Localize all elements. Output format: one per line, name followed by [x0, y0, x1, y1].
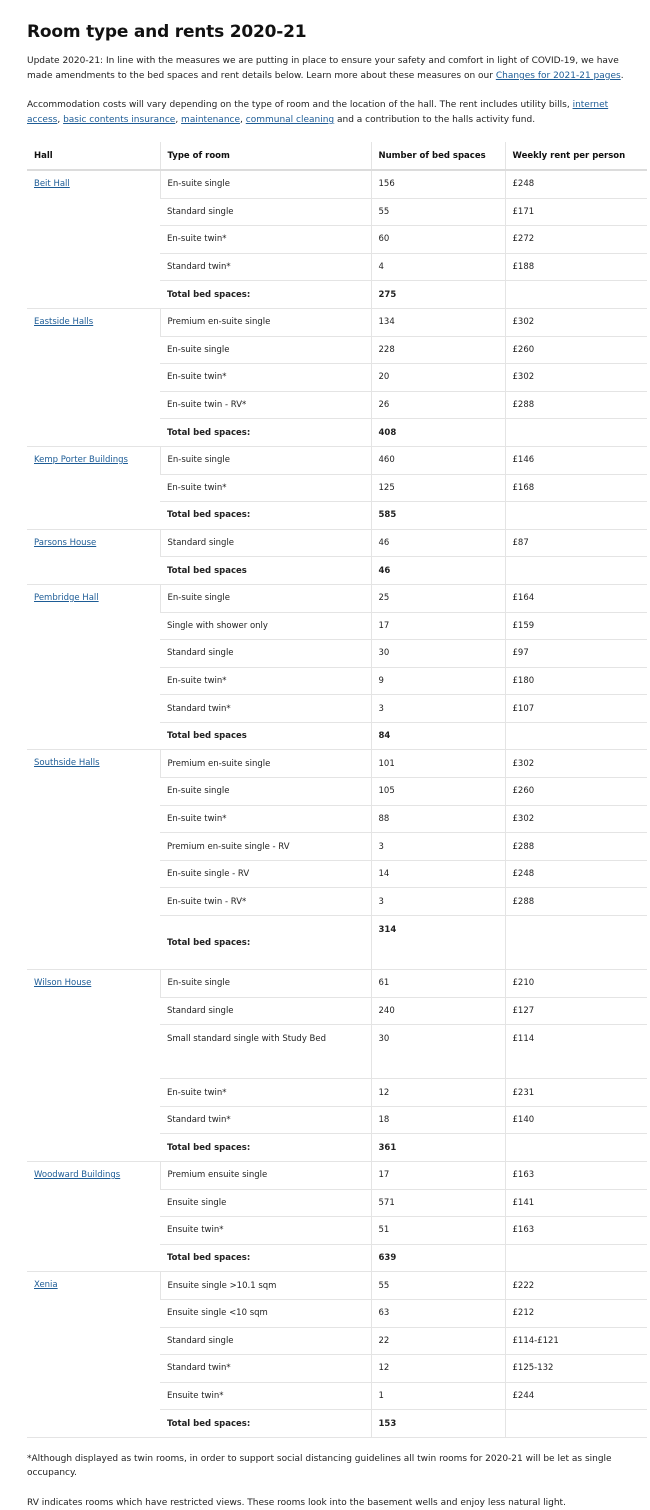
- room-type-cell: Standard twin*: [160, 1106, 371, 1134]
- maintenance-link[interactable]: maintenance: [181, 115, 241, 125]
- costs-paragraph: [27, 98, 640, 128]
- bed-spaces-cell: 26: [371, 391, 505, 419]
- bed-spaces-cell: 460: [371, 446, 505, 474]
- bed-spaces-cell: 30: [371, 640, 505, 668]
- room-type-cell: Standard twin*: [160, 253, 371, 281]
- header-bed-spaces: Number of bed spaces: [371, 142, 505, 170]
- total-value-cell: 314: [371, 916, 505, 970]
- room-type-cell: Ensuite twin*: [160, 1382, 371, 1410]
- bed-spaces-cell: 101: [371, 750, 505, 778]
- costs-text: Accommodation costs will vary depending on the type of room and the location of the hall. The rent includes utility bills,: [27, 100, 573, 110]
- room-type-cell: Premium en-suite single - RV: [160, 833, 371, 861]
- covid-update-end: .: [620, 71, 624, 81]
- weekly-rent-cell: £127: [505, 997, 647, 1025]
- weekly-rent-cell: £231: [505, 1079, 647, 1107]
- total-label-cell: Total bed spaces:: [160, 1410, 371, 1438]
- room-type-cell: Standard single: [160, 198, 371, 226]
- weekly-rent-cell: £248: [505, 860, 647, 888]
- bed-spaces-cell: 25: [371, 584, 505, 612]
- room-type-cell: En-suite twin*: [160, 226, 371, 254]
- separator: ,: [175, 115, 182, 125]
- header-room-type: Type of room: [160, 142, 371, 170]
- bed-spaces-cell: 63: [371, 1299, 505, 1327]
- weekly-rent-cell: £302: [505, 750, 647, 778]
- total-label-cell: Total bed spaces:: [160, 1134, 371, 1162]
- total-label-cell: Total bed spaces:: [160, 1244, 371, 1272]
- total-label-cell: Total bed spaces:: [160, 419, 371, 447]
- bed-spaces-cell: 240: [371, 997, 505, 1025]
- total-label-cell: Total bed spaces: [160, 722, 371, 750]
- weekly-rent-cell: £171: [505, 198, 647, 226]
- table-header-row: [27, 142, 647, 170]
- changes-pages-link[interactable]: Changes for 2021-21 pages: [495, 71, 621, 81]
- total-value-cell: 639: [371, 1244, 505, 1272]
- table-row: [27, 308, 647, 336]
- weekly-rent-cell: £288: [505, 391, 647, 419]
- weekly-rent-cell: £272: [505, 226, 647, 254]
- bed-spaces-cell: 17: [371, 612, 505, 640]
- weekly-rent-cell: £180: [505, 667, 647, 695]
- room-type-cell: Ensuite twin*: [160, 1217, 371, 1245]
- hall-link[interactable]: Parsons House: [34, 537, 97, 548]
- bed-spaces-cell: 3: [371, 695, 505, 723]
- room-type-cell: Premium en-suite single: [160, 308, 371, 336]
- total-empty-cell: [505, 1134, 647, 1162]
- room-type-cell: Ensuite single: [160, 1189, 371, 1217]
- hall-link[interactable]: Eastside Halls: [34, 316, 94, 327]
- weekly-rent-cell: £146: [505, 446, 647, 474]
- room-type-cell: En-suite twin*: [160, 1079, 371, 1107]
- bed-spaces-cell: 105: [371, 778, 505, 806]
- hall-link[interactable]: Southside Halls: [34, 758, 100, 769]
- total-empty-cell: [505, 722, 647, 750]
- header-hall: Hall: [27, 142, 160, 170]
- bed-spaces-cell: 30: [371, 1025, 505, 1079]
- covid-update-text: Update 2020-21: In line with the measures we are putting in place to ensure your safety and comfort in light of COVID-19, we have made amendments to the bed spaces and rent details below. Learn more about these measures on our: [27, 56, 619, 81]
- hall-cell: [27, 750, 160, 970]
- bed-spaces-cell: 12: [371, 1355, 505, 1383]
- total-empty-cell: [505, 419, 647, 447]
- table-row: [27, 750, 647, 778]
- bed-spaces-cell: 55: [371, 198, 505, 226]
- table-body: [27, 170, 647, 1437]
- weekly-rent-cell: £168: [505, 474, 647, 502]
- bed-spaces-cell: 20: [371, 364, 505, 392]
- weekly-rent-cell: £188: [505, 253, 647, 281]
- total-label-cell: Total bed spaces:: [160, 502, 371, 530]
- total-value-cell: 361: [371, 1134, 505, 1162]
- room-type-cell: Standard single: [160, 997, 371, 1025]
- hall-link[interactable]: Xenia: [34, 1280, 58, 1291]
- room-type-cell: Standard single: [160, 1327, 371, 1355]
- hall-cell: [27, 1162, 160, 1272]
- bed-spaces-cell: 1: [371, 1382, 505, 1410]
- room-type-cell: Standard single: [160, 529, 371, 557]
- hall-link[interactable]: Beit Hall: [34, 179, 70, 189]
- bed-spaces-cell: 156: [371, 170, 505, 198]
- costs-end: and a contribution to the halls activity fund.: [334, 115, 536, 125]
- bed-spaces-cell: 12: [371, 1079, 505, 1107]
- hall-cell: [27, 170, 160, 308]
- weekly-rent-cell: £302: [505, 364, 647, 392]
- hall-cell: [27, 970, 160, 1162]
- bed-spaces-cell: 3: [371, 888, 505, 916]
- bed-spaces-cell: 228: [371, 336, 505, 364]
- weekly-rent-cell: £288: [505, 888, 647, 916]
- table-row: [27, 529, 647, 557]
- bed-spaces-cell: 88: [371, 805, 505, 833]
- room-type-cell: Ensuite single <10 sqm: [160, 1299, 371, 1327]
- hall-link[interactable]: Wilson House: [34, 978, 92, 989]
- room-type-cell: En-suite twin - RV*: [160, 391, 371, 419]
- room-type-cell: Single with shower only: [160, 612, 371, 640]
- weekly-rent-cell: £222: [505, 1272, 647, 1300]
- weekly-rent-cell: £302: [505, 805, 647, 833]
- room-type-cell: Standard twin*: [160, 1355, 371, 1383]
- hall-link[interactable]: Pembridge Hall: [34, 592, 99, 603]
- bed-spaces-cell: 4: [371, 253, 505, 281]
- bed-spaces-cell: 125: [371, 474, 505, 502]
- weekly-rent-cell: £244: [505, 1382, 647, 1410]
- bed-spaces-cell: 51: [371, 1217, 505, 1245]
- table-row: [27, 170, 647, 198]
- covid-update-paragraph: [27, 54, 640, 84]
- room-type-cell: Small standard single with Study Bed: [160, 1025, 371, 1079]
- total-value-cell: 46: [371, 557, 505, 585]
- room-type-cell: En-suite single: [160, 970, 371, 998]
- room-type-cell: En-suite twin*: [160, 474, 371, 502]
- room-type-cell: Ensuite single >10.1 sqm: [160, 1272, 371, 1300]
- room-type-cell: En-suite twin*: [160, 805, 371, 833]
- separator: ,: [57, 115, 64, 125]
- room-type-cell: En-suite twin*: [160, 364, 371, 392]
- weekly-rent-cell: £248: [505, 170, 647, 198]
- total-label-cell: Total bed spaces:: [160, 281, 371, 309]
- hall-link[interactable]: Woodward Buildings: [34, 1170, 121, 1180]
- bed-spaces-cell: 55: [371, 1272, 505, 1300]
- table-row: [27, 1272, 647, 1300]
- weekly-rent-cell: £212: [505, 1299, 647, 1327]
- table-row: [27, 970, 647, 998]
- room-type-cell: En-suite single: [160, 778, 371, 806]
- total-empty-cell: [505, 557, 647, 585]
- weekly-rent-cell: £140: [505, 1106, 647, 1134]
- total-empty-cell: [505, 1410, 647, 1438]
- weekly-rent-cell: £210: [505, 970, 647, 998]
- room-type-cell: En-suite single: [160, 336, 371, 364]
- bed-spaces-cell: 22: [371, 1327, 505, 1355]
- header-weekly-rent: Weekly rent per person: [505, 142, 647, 170]
- room-type-cell: Standard twin*: [160, 695, 371, 723]
- weekly-rent-cell: £288: [505, 833, 647, 861]
- bed-spaces-cell: 571: [371, 1189, 505, 1217]
- weekly-rent-cell: £260: [505, 336, 647, 364]
- total-label-cell: Total bed spaces: [160, 557, 371, 585]
- total-empty-cell: [505, 916, 647, 970]
- room-type-cell: En-suite twin - RV*: [160, 888, 371, 916]
- total-empty-cell: [505, 502, 647, 530]
- room-type-cell: En-suite single: [160, 170, 371, 198]
- weekly-rent-cell: £302: [505, 308, 647, 336]
- separator: ,: [240, 115, 246, 125]
- room-type-cell: Premium ensuite single: [160, 1162, 371, 1190]
- bed-spaces-cell: 60: [371, 226, 505, 254]
- bed-spaces-cell: 18: [371, 1106, 505, 1134]
- hall-cell: [27, 529, 160, 584]
- room-type-cell: Standard single: [160, 640, 371, 668]
- total-value-cell: 84: [371, 722, 505, 750]
- weekly-rent-cell: £163: [505, 1217, 647, 1245]
- weekly-rent-cell: £114-£121: [505, 1327, 647, 1355]
- hall-cell: [27, 1272, 160, 1438]
- table-row: [27, 446, 647, 474]
- total-value-cell: 275: [371, 281, 505, 309]
- bed-spaces-cell: 14: [371, 860, 505, 888]
- weekly-rent-cell: £97: [505, 640, 647, 668]
- bed-spaces-cell: 3: [371, 833, 505, 861]
- bed-spaces-cell: 9: [371, 667, 505, 695]
- room-type-cell: En-suite single: [160, 446, 371, 474]
- hall-link[interactable]: Kemp Porter Buildings: [34, 454, 128, 465]
- room-type-cell: En-suite single: [160, 584, 371, 612]
- bed-spaces-cell: 134: [371, 308, 505, 336]
- page-title: Room type and rents 2020-21: [27, 22, 307, 42]
- bed-spaces-cell: 61: [371, 970, 505, 998]
- hall-cell: [27, 584, 160, 750]
- weekly-rent-cell: £114: [505, 1025, 647, 1079]
- total-value-cell: 408: [371, 419, 505, 447]
- weekly-rent-cell: £163: [505, 1162, 647, 1190]
- restricted-view-footnote: RV indicates rooms which have restricted views. These rooms look into the basement wells and enjoy less natural light.: [27, 1497, 566, 1508]
- table-row: [27, 584, 647, 612]
- total-value-cell: 153: [371, 1410, 505, 1438]
- total-value-cell: 585: [371, 502, 505, 530]
- room-type-cell: Premium en-suite single: [160, 750, 371, 778]
- communal-cleaning-link[interactable]: communal cleaning: [245, 115, 335, 125]
- contents-insurance-link[interactable]: basic contents insurance: [63, 115, 176, 125]
- hall-cell: [27, 446, 160, 529]
- hall-cell: [27, 308, 160, 446]
- weekly-rent-cell: £159: [505, 612, 647, 640]
- weekly-rent-cell: £125-132: [505, 1355, 647, 1383]
- bed-spaces-cell: 17: [371, 1162, 505, 1190]
- total-label-cell: Total bed spaces:: [160, 916, 371, 970]
- weekly-rent-cell: £107: [505, 695, 647, 723]
- total-empty-cell: [505, 1244, 647, 1272]
- table-row: [27, 1162, 647, 1190]
- weekly-rent-cell: £87: [505, 529, 647, 557]
- room-type-cell: En-suite single - RV: [160, 860, 371, 888]
- room-type-cell: En-suite twin*: [160, 667, 371, 695]
- twin-rooms-footnote: *Although displayed as twin rooms, in order to support social distancing guidelines all twin rooms for 2020-21 will be let as single occupancy.: [27, 1453, 612, 1478]
- weekly-rent-cell: £141: [505, 1189, 647, 1217]
- bed-spaces-cell: 46: [371, 529, 505, 557]
- weekly-rent-cell: £260: [505, 778, 647, 806]
- total-empty-cell: [505, 281, 647, 309]
- weekly-rent-cell: £164: [505, 584, 647, 612]
- rents-table: [27, 142, 647, 1438]
- internet-access-link[interactable]: internet access: [27, 100, 609, 125]
